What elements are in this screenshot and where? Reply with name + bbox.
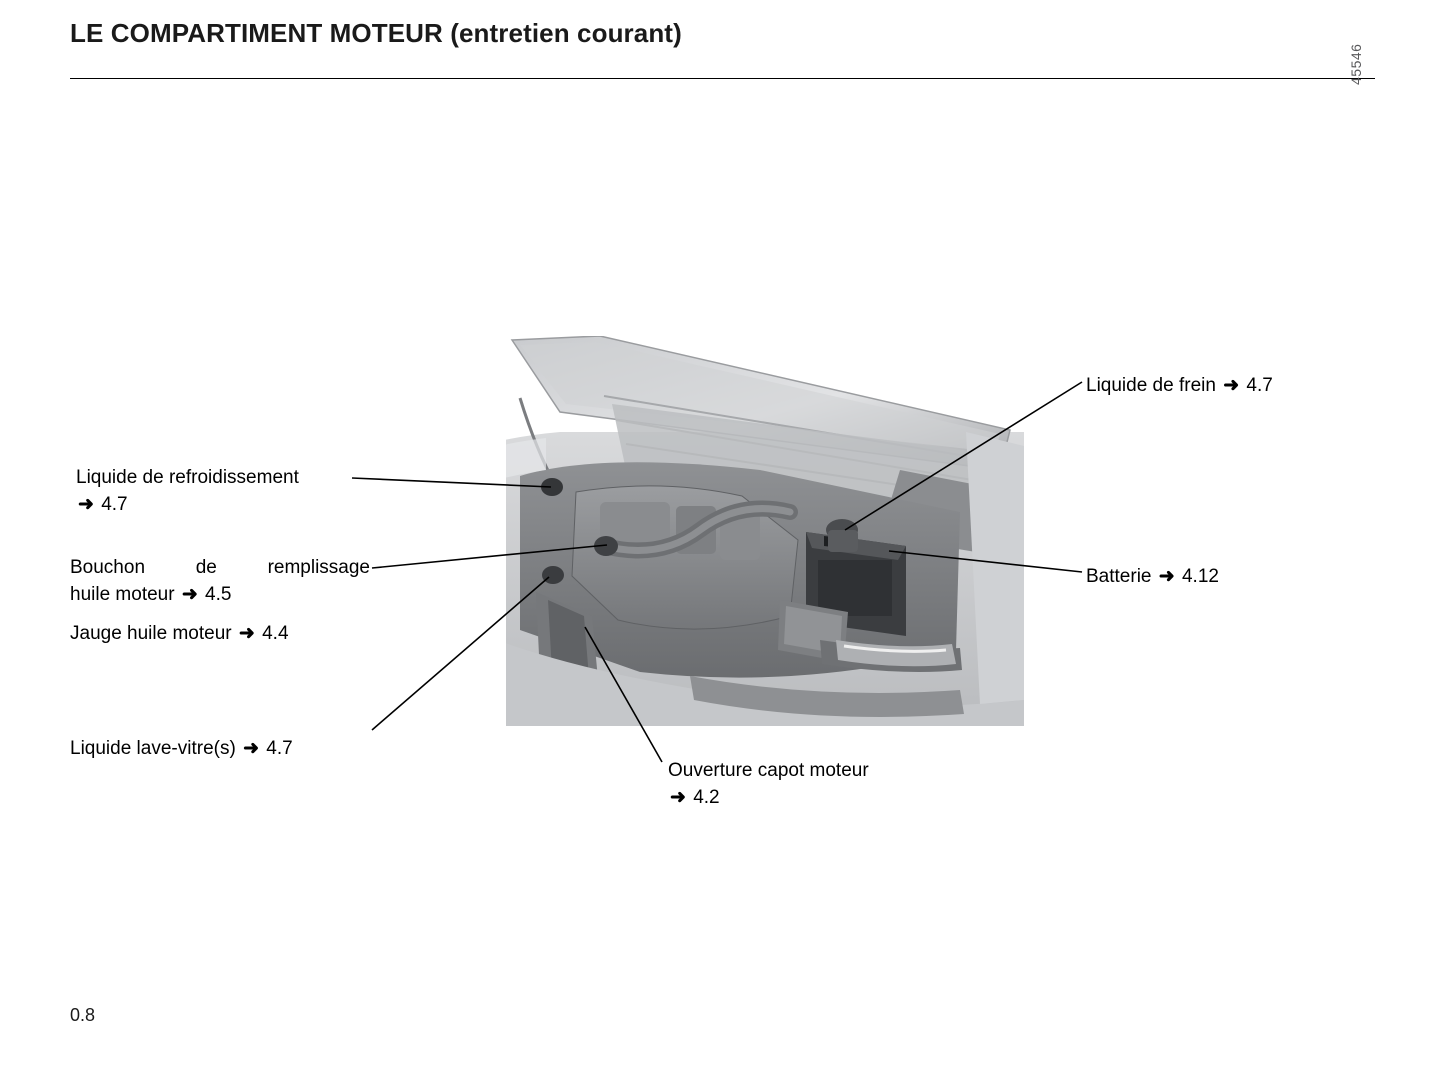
title-divider [70,78,1375,79]
callout-washer-fluid [70,735,293,762]
leader-line-coolant [352,478,551,487]
arrow-icon: ➜ [78,494,94,515]
callout-oil-filler-cap-page-ref: 4.5 [205,584,232,605]
engine-bay-photo [430,336,1030,730]
callout-coolant [76,464,299,518]
callout-coolant-page-ref: 4.7 [101,494,128,515]
callout-oil-dipstick-label: Jauge huile moteur [70,623,232,644]
arrow-icon: ➜ [238,623,255,644]
leader-line-battery [889,551,1082,572]
callout-oil-filler-cap [70,554,380,608]
arrow-icon: ➜ [181,584,198,605]
callout-oil-filler-cap-word-1: Bouchon [70,557,146,578]
callout-battery-label: Batterie [1086,566,1152,587]
page-title: LE COMPARTIMENT MOTEUR (entretien courant) [70,18,682,48]
arrow-icon: ➜ [243,738,259,759]
leader-line-washer-fluid [372,577,549,730]
callout-washer-fluid-label: Liquide lave-vitre(s) [70,738,236,759]
leader-line-oil-filler-cap [372,545,607,568]
leader-line-hood-release [585,627,662,762]
callout-oil-dipstick [70,620,289,647]
callout-coolant-label: Liquide de refroidissement [76,467,299,488]
callout-battery-page-ref: 4.12 [1181,566,1219,587]
callout-oil-dipstick-page-ref: 4.4 [262,623,289,644]
callout-brake-fluid-label: Liquide de frein [1086,375,1216,396]
callout-hood-release-page-ref: 4.2 [693,787,720,808]
arrow-icon: ➜ [670,787,686,808]
arrow-icon: ➜ [1223,375,1240,396]
callout-washer-fluid-page-ref: 4.7 [266,738,293,759]
callout-brake-fluid [1086,372,1273,399]
callout-battery [1086,563,1219,590]
callout-hood-release-label: Ouverture capot moteur [668,760,869,781]
callout-oil-filler-cap-word-3: remplissage [267,557,370,578]
figure-reference-number: 45546 [1348,43,1364,85]
callout-brake-fluid-page-ref: 4.7 [1246,375,1273,396]
page-number: 0.8 [70,1005,96,1025]
arrow-icon: ➜ [1158,566,1175,587]
callout-hood-release [668,757,869,811]
leader-line-brake-fluid [845,382,1082,530]
callout-oil-filler-cap-line2: huile moteur [70,584,175,605]
callout-oil-filler-cap-word-2: de [195,557,217,578]
